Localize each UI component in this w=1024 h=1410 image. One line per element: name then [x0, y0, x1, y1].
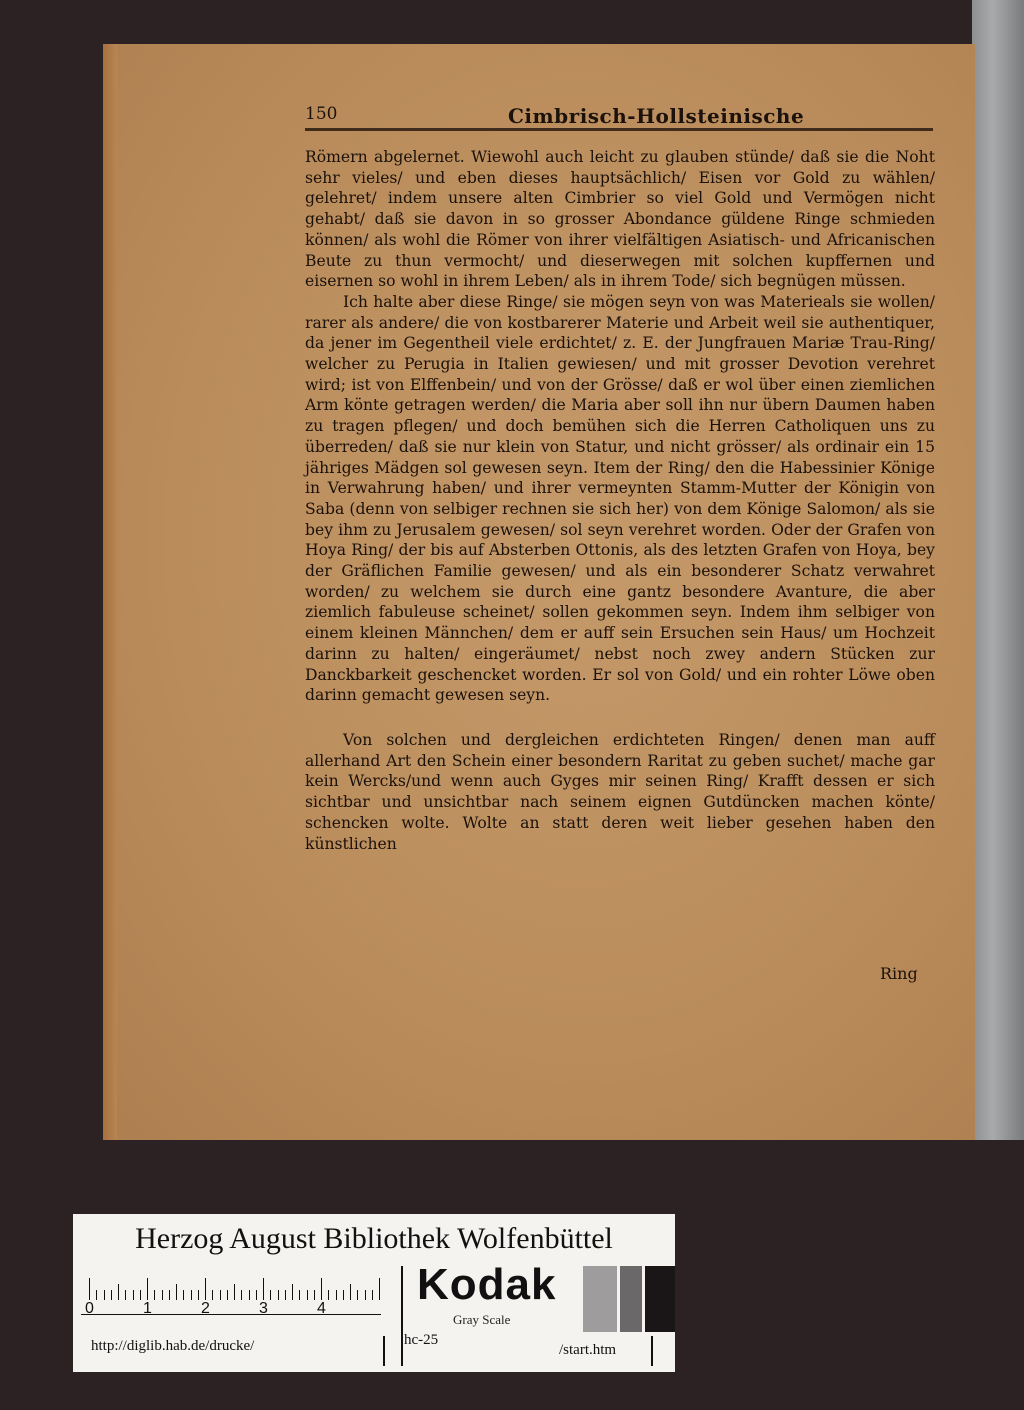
gray-swatch-light: [583, 1266, 617, 1332]
ruler-tick: [89, 1278, 90, 1300]
ruler-tick: [220, 1290, 221, 1300]
ruler-tick: [241, 1290, 242, 1300]
paragraph-gap: [305, 706, 935, 730]
ruler-number-0: 0: [85, 1300, 94, 1317]
kodak-logo: Kodak: [417, 1260, 557, 1309]
ruler-tick: [162, 1290, 163, 1300]
ruler-tick: [365, 1290, 366, 1300]
ruler-tick: [263, 1278, 264, 1300]
paragraph-2: Ich halte aber diese Ringe/ sie mögen seyn von was Materieals sie wollen/ rarer als andere/ die von kostbarerer Materie und Arbeit weil sie authentiquer, da jener im Gegentheil viele erdichtet/ z. E. der Jungfrauen Mariæ Trau-Ring/ welcher zu Perugia in Italien gewiesen/ und mit grosser Devotion verehret wird; ist von Elffenbein/ und von der Grösse/ daß er wol über einen ziemlichen Arm könte getragen werden/ die Maria aber soll ihn nur übern Daumen haben zu tragen pflegen/ und doch bemühen sich die Herren Catholiquen uns zu überreden/ daß sie nur klein von Statur, und nicht grösser/ als ordinair ein 15 jähriges Mädgen sol gewesen seyn. Item der Ring/ den die Habessinier Könige in Verwahrung haben/ und ihrer vermeynten Stamm-Mutter der Königin von Saba (denn von selbiger rechnen sie sich her) von dem Könige Salomon/ als sie bey ihm zu Jerusalem gewesen/ sol seyn verehret worden. Oder der Grafen von Hoya Ring/ der bis auf Absterben Ottonis, als des letzten Grafen von Hoya, bey der Gräflichen Familie gewesen/ und als ein besonderer Schatz verwahret worden/ zu welchem sie durch eine gantz besondere Avanture, die aber ziemlich fabuleuse scheinet/ sollen gekommen seyn. Indem ihm selbiger von einem kleinen Männchen/ dem er auff sein Ersuchen sein Haus/ um Hochzeit darinn zu halten/ eingeräumet/ nebst noch zwey andern Stücken zur Danckbarkeit geschencket worden. Er sol von Gold/ und ein rohter Löwe oben darinn gemacht gewesen seyn.: [305, 292, 935, 705]
ruler-tick: [212, 1290, 213, 1300]
ruler-tick: [321, 1278, 322, 1300]
ruler-tick: [350, 1284, 351, 1300]
ruler-tick: [191, 1290, 192, 1300]
ruler-tick: [227, 1290, 228, 1300]
scale-ruler: [81, 1264, 381, 1315]
ruler-tick: [372, 1290, 373, 1300]
library-title: Herzog August Bibliothek Wolfenbüttel: [135, 1222, 613, 1255]
url-left: http://diglib.hab.de/drucke/: [91, 1338, 255, 1354]
ruler-tick: [118, 1284, 119, 1300]
ruler-tick: [256, 1290, 257, 1300]
ruler-number-1: 1: [143, 1300, 152, 1317]
ruler-tick: [336, 1290, 337, 1300]
header-rule: [305, 128, 933, 131]
ruler-tick: [125, 1290, 126, 1300]
gray-swatch-medium: [620, 1266, 642, 1332]
ruler-tick: [96, 1290, 97, 1300]
ruler-tick: [234, 1284, 235, 1300]
ruler-number-4: 4: [317, 1300, 326, 1317]
paragraph-1: Römern abgelernet. Wiewohl auch leicht zu glauben stünde/ daß sie die Noht sehr vieles/ und eben dieses hauptsächlich/ Eisen vor Gold zu wählen/ gelehret/ indem unsere alten Cimbrier so viel Gold und Vermögen nicht gehabt/ daß sie davon in so grosser Abondance güldene Ringe schmieden können/ als wohl die Römer von ihrer vielfältigen Asiatisch- und Africanischen Beute zu thun vermocht/ und dieserwegen mit solchen kupffernen und eisernen so wohl in ihrem Leben/ als in ihrem Tode/ sich begnügen müssen.: [305, 148, 935, 291]
ruler-tick: [379, 1278, 380, 1300]
ruler-number-3: 3: [259, 1300, 268, 1317]
calibration-card: [73, 1214, 675, 1372]
ruler-tick: [104, 1290, 105, 1300]
card-divider: [401, 1266, 403, 1366]
ruler-tick: [133, 1290, 134, 1300]
ruler-tick: [278, 1290, 279, 1300]
ruler-tick: [183, 1290, 184, 1300]
ruler-tick: [270, 1290, 271, 1300]
ruler-tick: [307, 1290, 308, 1300]
ruler-tick: [357, 1290, 358, 1300]
url-right: /start.htm: [559, 1342, 617, 1358]
ruler-tick: [176, 1284, 177, 1300]
card-divider: [383, 1336, 385, 1366]
ruler-tick: [198, 1290, 199, 1300]
ruler-tick: [299, 1290, 300, 1300]
ruler-tick: [285, 1290, 286, 1300]
page-number: 150: [305, 104, 338, 124]
ruler-tick: [147, 1278, 148, 1300]
ruler-tick: [140, 1290, 141, 1300]
ruler-tick: [205, 1278, 206, 1300]
ruler-tick: [343, 1290, 344, 1300]
hc-code: hc-25: [404, 1332, 439, 1348]
body-text: [305, 147, 935, 854]
page-edge: [103, 44, 117, 1140]
ruler-tick: [328, 1290, 329, 1300]
ruler-tick: [314, 1290, 315, 1300]
ruler-tick: [111, 1290, 112, 1300]
gray-scale-label: Gray Scale: [453, 1312, 511, 1327]
ruler-tick: [154, 1290, 155, 1300]
ruler-tick: [249, 1290, 250, 1300]
gray-swatch-dark: [645, 1266, 675, 1332]
adjacent-page-strip: [972, 0, 1024, 1140]
card-divider: [651, 1336, 653, 1366]
ruler-number-2: 2: [201, 1300, 210, 1317]
paragraph-3: Von solchen und dergleichen erdichteten Ringen/ denen man auff allerhand Art den Schein einer besondern Raritat zu geben suchet/ mache gar kein Wercks/und wenn auch Gyges mir seinen Ring/ Krafft dessen er sich sichtbar und unsichtbar nach seinem eignen Gutdüncken machen könte/ schencken wolte. Wolte an statt deren weit lieber gesehen haben den künstlichen: [305, 730, 935, 853]
catchword: Ring: [880, 964, 918, 983]
running-title: Cimbrisch-Hollsteinische: [508, 104, 805, 128]
ruler-tick: [292, 1284, 293, 1300]
ruler-tick: [169, 1290, 170, 1300]
